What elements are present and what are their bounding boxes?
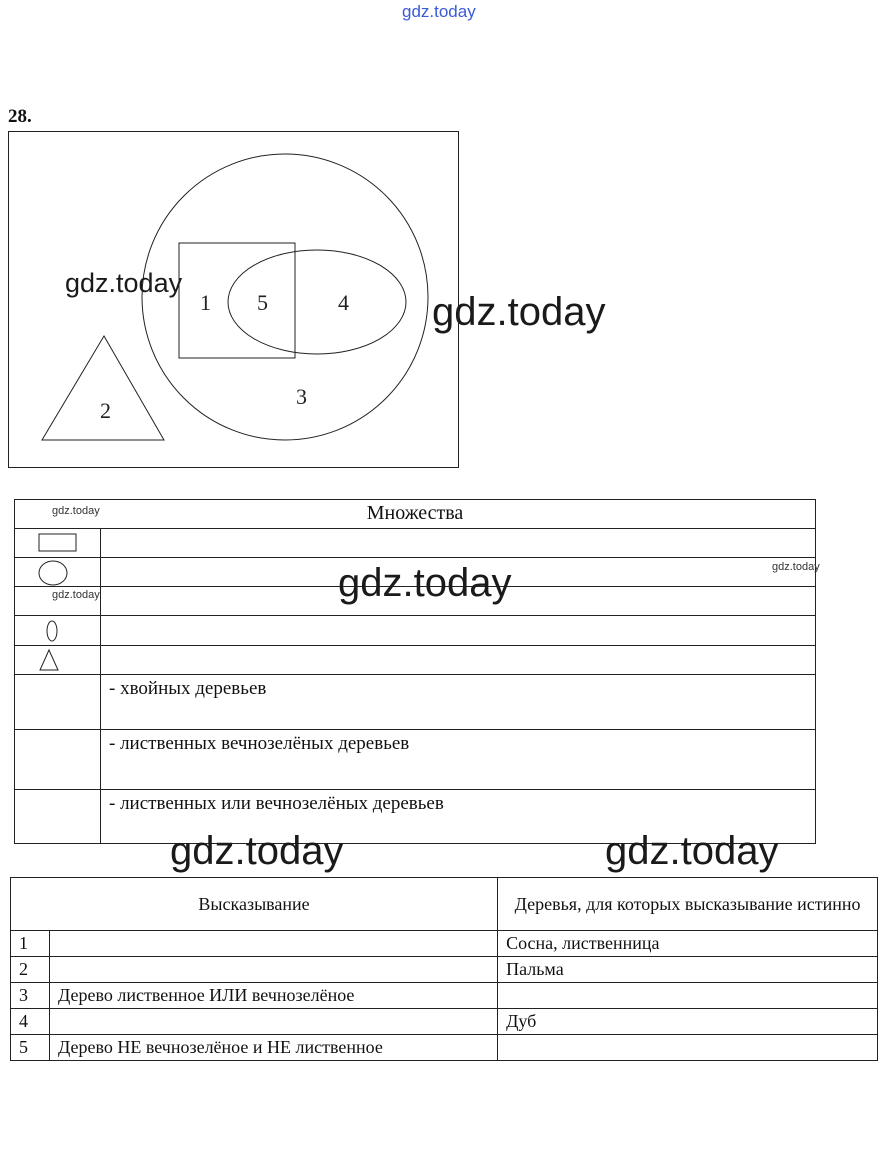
triangle-icon <box>15 646 100 674</box>
table-row <box>11 983 878 1009</box>
watermark-venn-left: gdz.today <box>65 268 183 298</box>
statement-table <box>10 877 878 1061</box>
table-row <box>11 1035 878 1061</box>
watermark-sets: gdz.today <box>338 561 512 605</box>
region-label-5: 5 <box>257 290 268 315</box>
region-label-1: 1 <box>200 290 211 315</box>
sets-row-oval <box>15 616 815 646</box>
header-statement: Высказывание <box>11 878 498 931</box>
watermark-small-3: gdz.today <box>772 561 820 573</box>
watermark-top: gdz.today <box>402 2 476 21</box>
row-statement: Дерево лиственное ИЛИ вечнозелёное <box>50 983 498 1009</box>
watermark-small-1: gdz.today <box>52 505 100 517</box>
row-number: 5 <box>11 1035 50 1061</box>
row-number: 4 <box>11 1009 50 1035</box>
watermark-venn-right: gdz.today <box>432 290 606 334</box>
row-statement <box>50 931 498 957</box>
sets-row-text: - лиственных вечнозелёных деревьев <box>109 733 410 754</box>
sets-row-rectangle <box>15 529 815 558</box>
set-rectangle <box>179 243 295 358</box>
oval-icon <box>15 616 100 645</box>
sets-row-triangle <box>15 646 815 675</box>
row-statement <box>50 1009 498 1035</box>
watermark-bottom-left: gdz.today <box>170 829 344 873</box>
task-number: 28. <box>8 106 32 127</box>
set-oval <box>228 250 406 354</box>
row-trees: Дуб <box>498 1009 878 1035</box>
watermark-bottom-right: gdz.today <box>605 829 779 873</box>
sets-row-text: - хвойных деревьев <box>109 678 267 699</box>
table-row <box>11 957 878 983</box>
sets-header: Множества <box>366 502 464 524</box>
sets-row-deciduous-evergreen <box>15 730 815 790</box>
row-trees: Сосна, лиственница <box>498 931 878 957</box>
header-trees: Деревья, для которых высказывание истинно <box>498 878 878 931</box>
sets-row-conifers <box>15 675 815 730</box>
row-number: 3 <box>11 983 50 1009</box>
sets-header-row <box>15 500 815 529</box>
rectangle-icon <box>15 529 100 557</box>
row-trees <box>498 1035 878 1061</box>
region-label-2: 2 <box>100 398 111 423</box>
region-label-4: 4 <box>338 290 349 315</box>
row-statement: Дерево НЕ вечнозелёное и НЕ лиственное <box>50 1035 498 1061</box>
row-trees: Пальма <box>498 957 878 983</box>
table-row <box>11 931 878 957</box>
row-number: 1 <box>11 931 50 957</box>
venn-diagram <box>8 131 459 468</box>
row-trees <box>498 983 878 1009</box>
set-triangle <box>42 336 164 440</box>
set-circle <box>142 154 428 440</box>
row-number: 2 <box>11 957 50 983</box>
statement-header-row <box>11 878 878 931</box>
sets-table <box>14 499 816 844</box>
watermark-small-2: gdz.today <box>52 589 100 601</box>
sets-row-text: - лиственных или вечнозелёных деревьев <box>109 793 444 814</box>
table-row <box>11 1009 878 1035</box>
region-label-3: 3 <box>296 384 307 409</box>
row-statement <box>50 957 498 983</box>
circle-icon <box>15 558 100 586</box>
